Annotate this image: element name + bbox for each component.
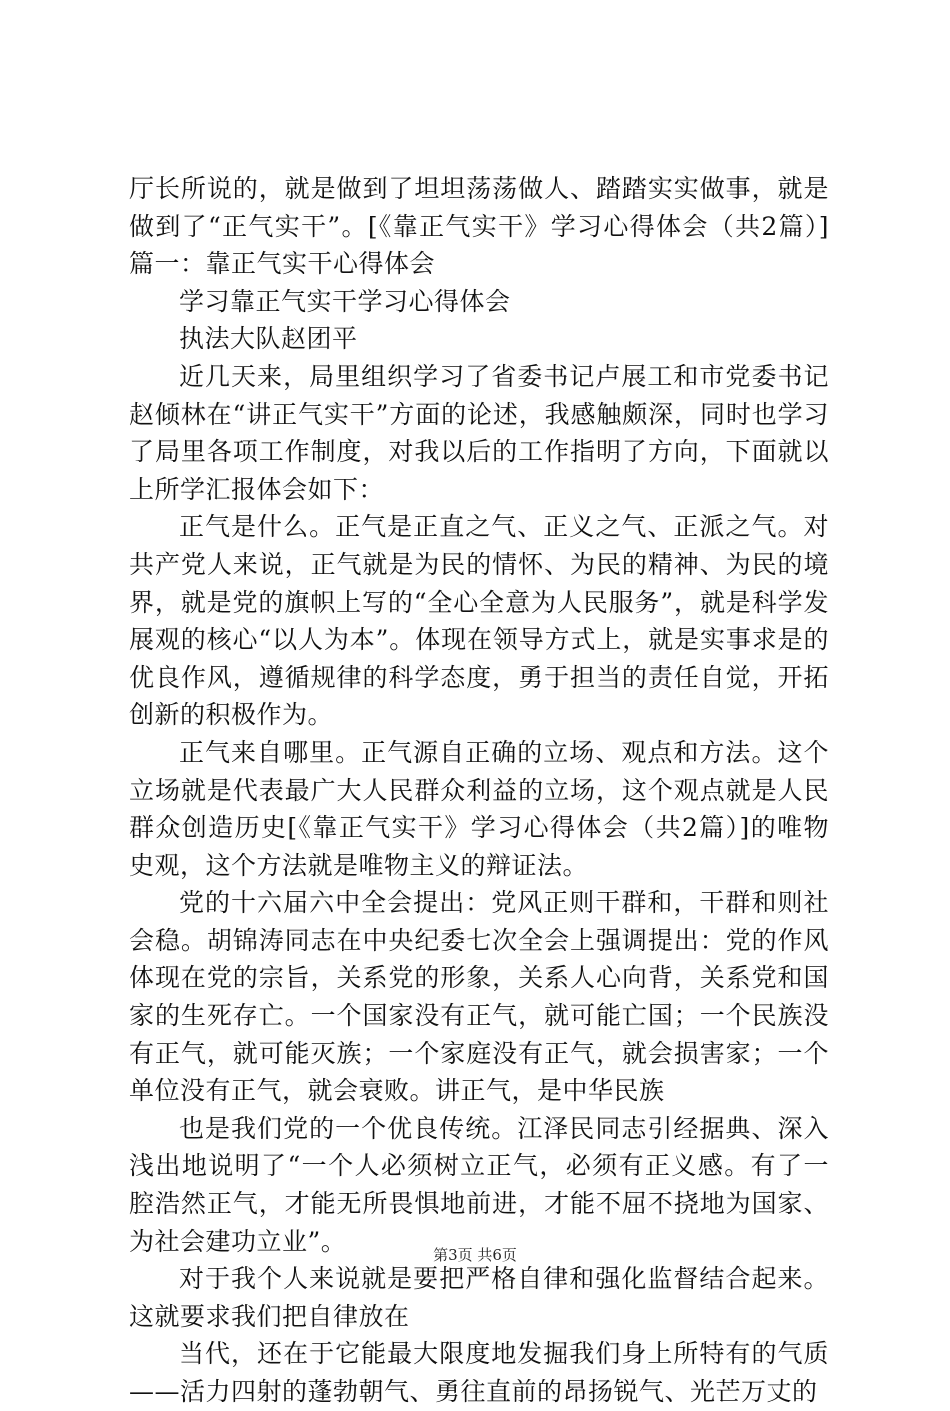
paragraph: 当代，还在于它能最大限度地发掘我们身上所特有的气质——活力四射的蓬勃朝气、勇往直前的昂扬锐气、光芒万丈的	[129, 1339, 829, 1406]
paragraph: 学习靠正气实干学习心得体会	[179, 286, 511, 316]
document-body	[129, 170, 829, 1411]
paragraph: 正气是什么。正气是正直之气、正义之气、正派之气。对共产党人来说，正气就是为民的情怀、为民的精神、为民的境界，就是党的旗帜上写的“全心全意为人民服务”，就是科学发展观的核心“以人为本”。体现在领导方式上，就是实事求是的优良作风，遵循规律的科学态度，勇于担当的责任自觉，开拓创新的积极作为。	[129, 512, 829, 730]
paragraph: 对于我个人来说就是要把严格自律和强化监督结合起来。这就要求我们把自律放在	[129, 1264, 829, 1331]
paragraph: 执法大队赵团平	[179, 324, 358, 354]
page-number: 第3页 共6页	[433, 1246, 517, 1264]
paragraph: 厅长所说的，就是做到了坦坦荡荡做人、踏踏实实做事，就是做到了“正气实干”。[《靠正气实干》学习心得体会（共2篇）]篇一：靠正气实干心得体会	[129, 174, 829, 279]
paragraph: 党的十六届六中全会提出：党风正则干群和，干群和则社会稳。胡锦涛同志在中央纪委七次全会上强调提出：党的作风体现在党的宗旨，关系党的形象，关系人心向背，关系党和国家的生死存亡。一个国家没有正气，就可能亡国；一个民族没有正气，就可能灭族；一个家庭没有正气，就会损害家；一个单位没有正气，就会衰败。讲正气，是中华民族	[129, 888, 829, 1106]
paragraph: 也是我们党的一个优良传统。江泽民同志引经据典、深入浅出地说明了“一个人必须树立正气，必须有正义感。有了一腔浩然正气，才能无所畏惧地前进，才能不屈不挠地为国家、为社会建功立业”。	[129, 1113, 829, 1256]
paragraph: 正气来自哪里。正气源自正确的立场、观点和方法。这个立场就是代表最广大人民群众利益的立场，这个观点就是人民群众创造历史[《靠正气实干》学习心得体会（共2篇）]的唯物史观，这个方法就是唯物主义的辩证法。	[129, 737, 829, 880]
paragraph: 近几天来，局里组织学习了省委书记卢展工和市党委书记赵倾林在“讲正气实干”方面的论述，我感触颇深，同时也学习了局里各项工作制度，对我以后的工作指明了方向，下面就以上所学汇报体会如下：	[129, 361, 829, 504]
